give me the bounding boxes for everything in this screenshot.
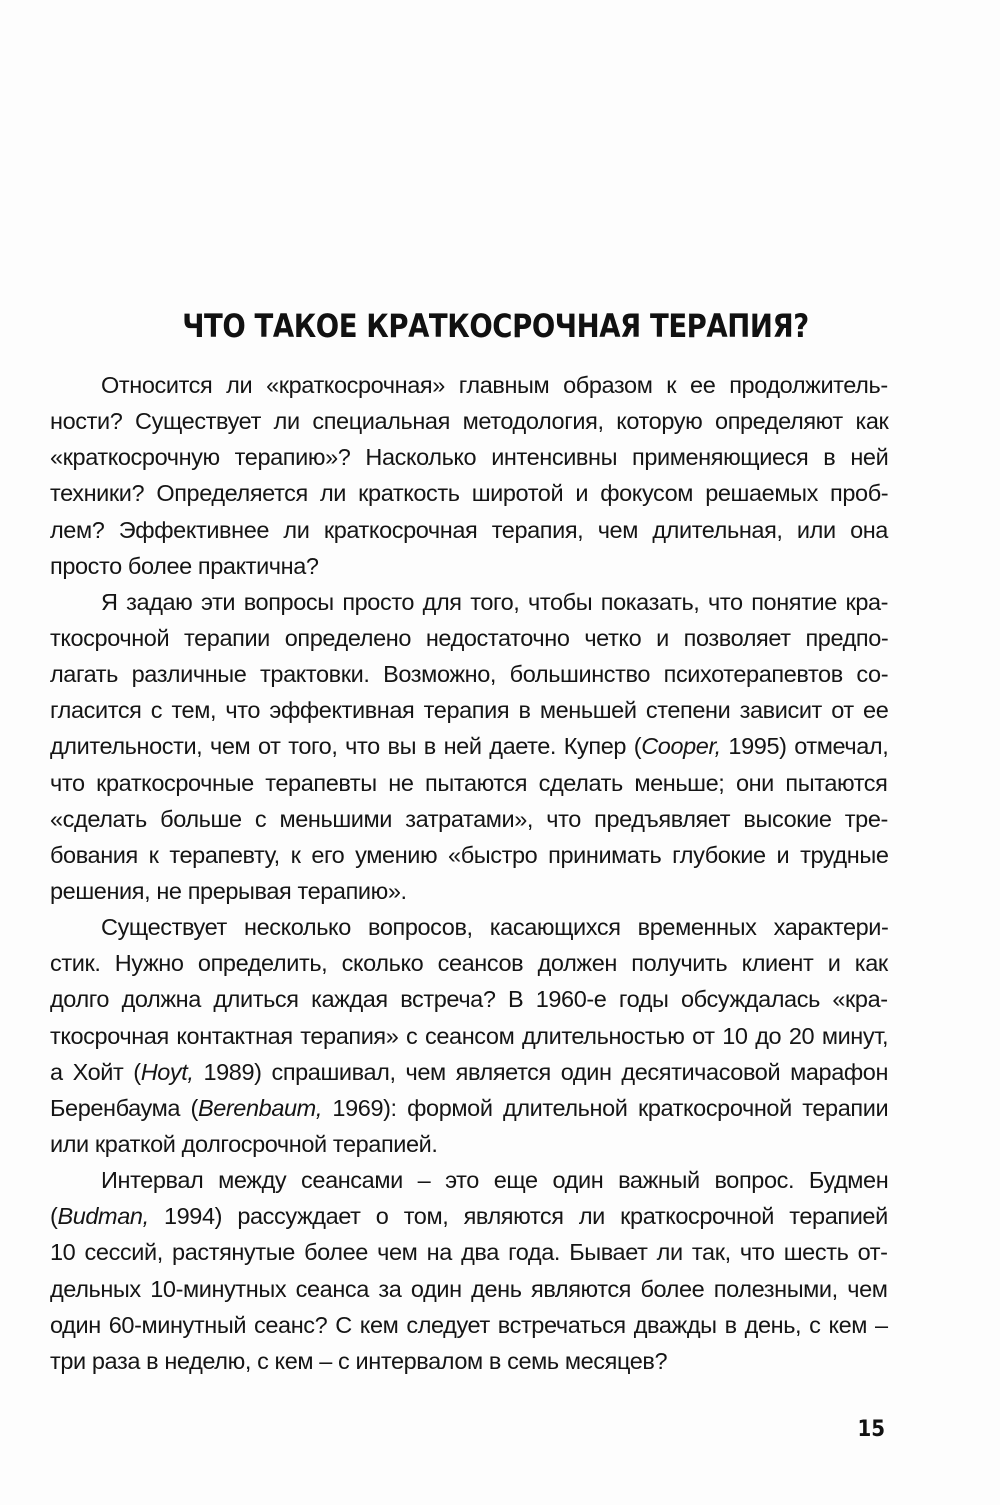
text-line: техники? Определяется ли краткость широтой и фокусом решаемых проб- xyxy=(50,480,889,507)
text-line: что краткосрочные терапевты не пытаются сделать меньше; они пытаются xyxy=(50,769,888,796)
text-line: длительности, чем от того, что вы в ней даете. Купер (Cooper, 1995) отмечал, xyxy=(50,733,889,760)
paragraph xyxy=(50,1162,888,1379)
text-line: Интервал между сеансами – это еще один важный вопрос. Будмен xyxy=(101,1167,889,1194)
text-line: Беренбаума (Berenbaum, 1969): формой длительной краткосрочной терапии xyxy=(50,1094,889,1121)
text-line: бования к терапевту, к его умению «быстро принимать глубокие и трудные xyxy=(50,841,889,868)
text-line: стик. Нужно определить, сколько сеансов должен получить клиент и как xyxy=(50,950,888,977)
paragraph xyxy=(50,367,888,584)
citation-author: Berenbaum, xyxy=(197,1094,322,1121)
citation-author: Cooper, xyxy=(641,733,721,760)
text-line: один 60-минутный сеанс? С кем следует встречаться дважды в день, с кем – xyxy=(50,1311,888,1338)
text-line: ткосрочной терапии определено недостаточно четко и позволяет предпо- xyxy=(50,624,889,651)
text-line: (Budman, 1994) рассуждает о том, являются ли краткосрочной терапией xyxy=(50,1203,888,1230)
text-line: просто более практична? xyxy=(50,552,319,579)
text-line: Относится ли «краткосрочная» главным образом к ее продолжитель- xyxy=(101,372,888,398)
text-line: или краткой долгосрочной терапией. xyxy=(50,1130,438,1157)
text-line: ткосрочная контактная терапия» с сеансом длительностью от 10 до 20 минут, xyxy=(50,1022,889,1049)
text-line: Я задаю эти вопросы просто для того, чтобы показать, что понятие кра- xyxy=(101,588,889,615)
citation-author: Budman, xyxy=(57,1203,149,1230)
text-line: а Хойт (Hoyt, 1989) спрашивал, чем является один десятичасовой марафон xyxy=(50,1058,889,1085)
paragraph xyxy=(50,584,888,909)
text-line: долго должна длиться каждая встреча? В 1960-е годы обсуждалась «кра- xyxy=(50,986,888,1013)
text-line: дельных 10-минутных сеанса за один день являются более полезными, чем xyxy=(50,1275,888,1302)
text-line: «краткосрочную терапию»? Насколько интенсивны применяющиеся в ней xyxy=(50,444,889,471)
text-line: лагать различные трактовки. Возможно, большинство психотерапевтов со- xyxy=(50,661,889,688)
text-line: лем? Эффективнее ли краткосрочная терапия, чем длительная, или она xyxy=(50,516,888,543)
citation-author: Hoyt, xyxy=(140,1058,194,1085)
text-line: ности? Существует ли специальная методология, которую определяют как xyxy=(50,408,889,435)
text-line: гласится с тем, что эффективная терапия в меньшей степени зависит от ее xyxy=(50,697,889,724)
paragraph xyxy=(50,909,888,1162)
text-line: решения, не прерывая терапию». xyxy=(50,877,407,904)
text-line: три раза в неделю, с кем – с интервалом в семь месяцев? xyxy=(50,1347,668,1374)
text-line: Существует несколько вопросов, касающихся временных характери- xyxy=(101,914,889,941)
text-line: «сделать больше с меньшими затратами», что предъявляет высокие тре- xyxy=(50,805,888,832)
page-title: ЧТО ТАКОЕ КРАТКОСРОЧНАЯ ТЕРАПИЯ? xyxy=(182,307,809,345)
body-text xyxy=(50,367,888,1379)
page-number: 15 xyxy=(857,1417,886,1442)
text-line: 10 сессий, растянутые более чем на два года. Бывает ли так, что шесть от- xyxy=(50,1239,888,1266)
